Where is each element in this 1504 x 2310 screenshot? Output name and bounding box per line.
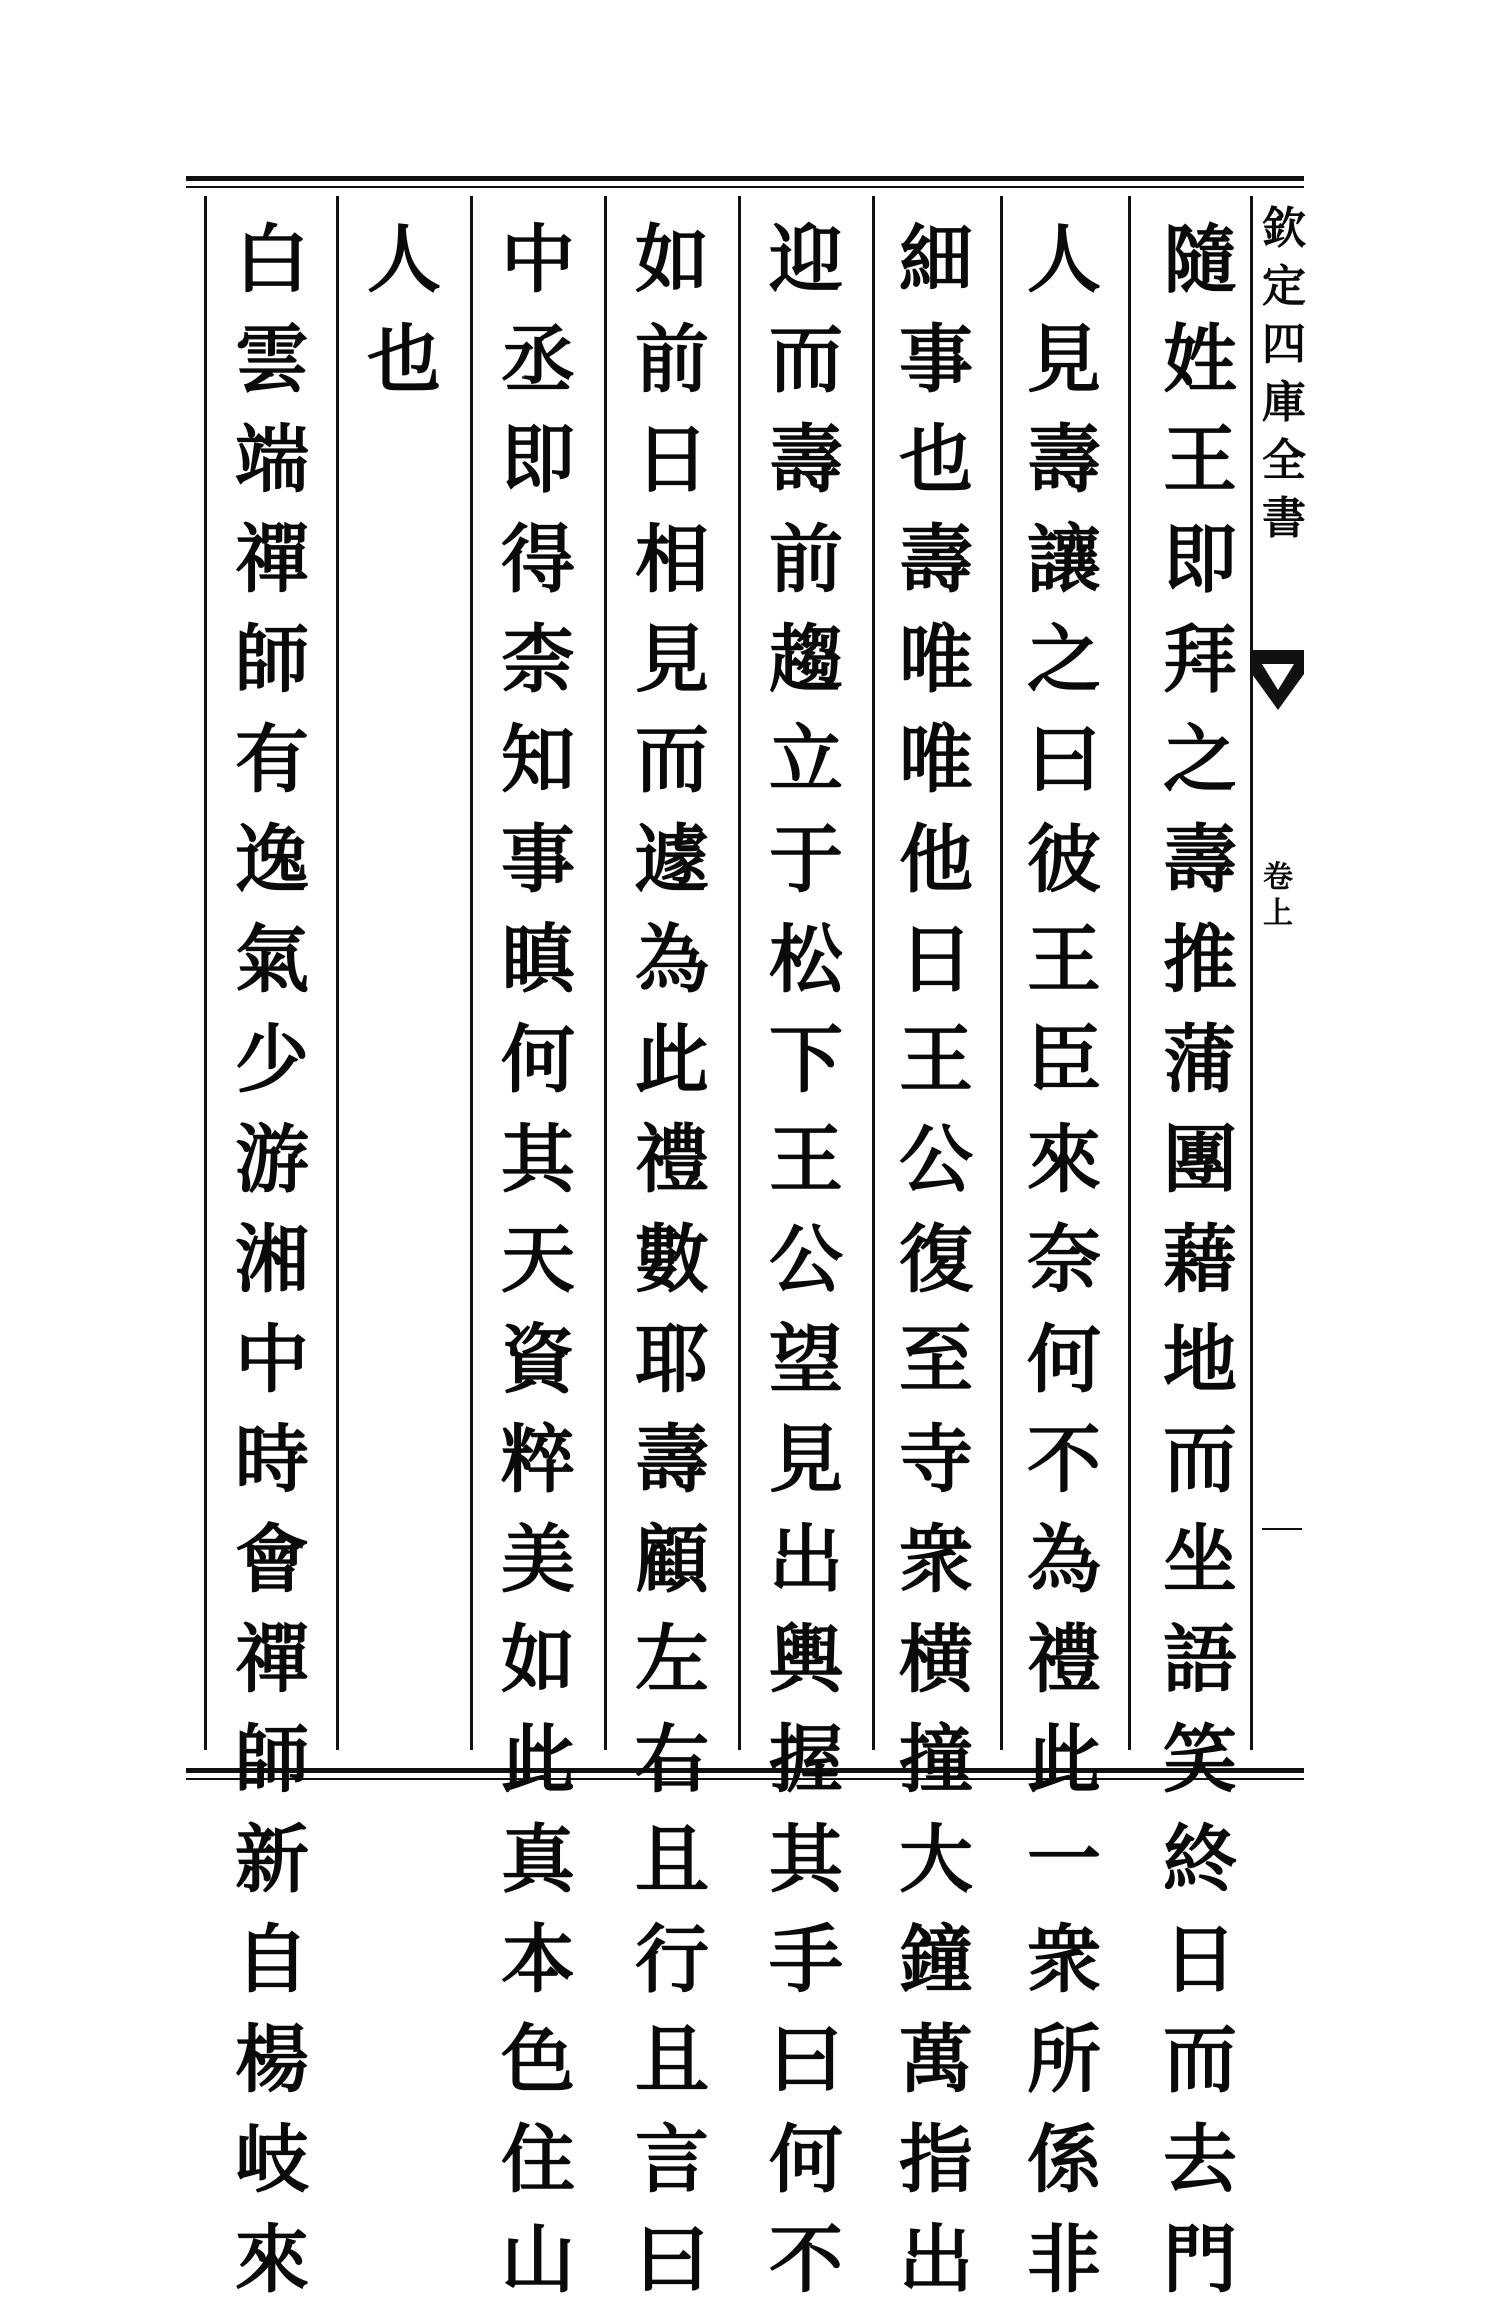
text-char: 此: [1027, 1717, 1101, 1803]
text-column: [488, 210, 588, 2310]
text-char: 且: [635, 1817, 709, 1903]
text-char: 姓: [1163, 317, 1237, 403]
text-char: 庫: [1262, 377, 1306, 428]
text-char: 數: [635, 1217, 709, 1303]
text-char: 松: [769, 917, 843, 1003]
text-char: 之: [1163, 717, 1237, 803]
text-char: 唯: [899, 617, 973, 703]
text-char: 天: [501, 1217, 575, 1303]
text-char: 如: [635, 217, 709, 303]
column-divider: [1250, 196, 1253, 1750]
text-char: 王: [899, 1017, 973, 1103]
text-char: 公: [769, 1217, 843, 1303]
text-char: 不: [769, 2217, 843, 2303]
text-char: 握: [769, 1717, 843, 1803]
text-char: 端: [235, 417, 309, 503]
text-char: 王: [769, 1117, 843, 1203]
frame-top-inner-rule: [186, 186, 1304, 188]
text-char: 來: [235, 2217, 309, 2303]
text-char: 何: [501, 1017, 575, 1103]
text-char: 笑: [1163, 1717, 1237, 1803]
text-char: 山: [501, 2217, 575, 2303]
text-char: 此: [635, 1017, 709, 1103]
text-char: 至: [899, 1317, 973, 1403]
text-char: 上: [1263, 896, 1293, 931]
column-divider: [872, 196, 875, 1750]
text-column: [222, 210, 322, 2310]
text-column: [354, 210, 454, 410]
text-char: 知: [501, 717, 575, 803]
frame-top-rule: [186, 176, 1304, 181]
text-char: 其: [769, 1817, 843, 1903]
text-char: 去: [1163, 2117, 1237, 2203]
text-char: 禪: [235, 1617, 309, 1703]
text-column: [886, 210, 986, 2310]
text-char: 且: [635, 2017, 709, 2103]
text-char: 見: [635, 617, 709, 703]
text-char: 為: [1027, 1517, 1101, 1603]
column-divider: [336, 196, 339, 1750]
text-char: 趨: [769, 617, 843, 703]
text-char: 出: [899, 2217, 973, 2303]
text-char: 顧: [635, 1517, 709, 1603]
column-divider: [1128, 196, 1131, 1750]
text-char: 白: [235, 217, 309, 303]
text-char: 藉: [1163, 1217, 1237, 1303]
text-char: 柰: [501, 617, 575, 703]
text-char: 衆: [1027, 1917, 1101, 2003]
text-char: 師: [235, 1717, 309, 1803]
text-char: 壽: [1027, 417, 1101, 503]
text-char: 于: [769, 817, 843, 903]
text-char: 隨: [1163, 217, 1237, 303]
text-char: 粹: [501, 1417, 575, 1503]
margin-tick: [1262, 1528, 1302, 1530]
text-char: 氣: [235, 917, 309, 1003]
text-char: 何: [769, 2117, 843, 2203]
text-char: 衆: [899, 1517, 973, 1603]
text-column: [1014, 210, 1114, 2310]
text-char: 四: [1262, 319, 1306, 370]
text-char: 終: [1163, 1817, 1237, 1903]
text-char: 下: [769, 1017, 843, 1103]
text-char: 時: [235, 1417, 309, 1503]
book-title-vertical: [1262, 200, 1306, 548]
juan-label-vertical: [1256, 860, 1300, 932]
column-divider: [1000, 196, 1003, 1750]
text-char: 游: [235, 1117, 309, 1203]
text-char: 立: [769, 717, 843, 803]
text-char: 壽: [1163, 817, 1237, 903]
text-char: 公: [899, 1117, 973, 1203]
text-char: 師: [235, 617, 309, 703]
text-char: 人: [367, 217, 441, 303]
text-char: 耶: [635, 1317, 709, 1403]
frame-bottom-rule: [186, 1768, 1304, 1773]
text-char: 禮: [635, 1117, 709, 1203]
text-char: 定: [1262, 261, 1306, 312]
text-char: 不: [1027, 1417, 1101, 1503]
text-char: 禪: [235, 517, 309, 603]
text-char: 鐘: [899, 1917, 973, 2003]
text-char: 來: [1027, 1117, 1101, 1203]
text-char: 壽: [899, 517, 973, 603]
text-char: 而: [1163, 1417, 1237, 1503]
text-char: 輿: [769, 1617, 843, 1703]
text-char: 門: [1163, 2217, 1237, 2303]
text-char: 蒲: [1163, 1017, 1237, 1103]
text-char: 得: [501, 517, 575, 603]
text-char: 日: [635, 417, 709, 503]
text-char: 人: [1027, 217, 1101, 303]
text-char: 湘: [235, 1217, 309, 1303]
text-char: 坐: [1163, 1517, 1237, 1603]
text-char: 雲: [235, 317, 309, 403]
text-char: 真: [501, 1817, 575, 1903]
text-char: 左: [635, 1617, 709, 1703]
text-char: 色: [501, 2017, 575, 2103]
text-char: 禮: [1027, 1617, 1101, 1703]
text-char: 事: [501, 817, 575, 903]
text-char: 言: [635, 2117, 709, 2203]
text-char: 大: [899, 1817, 973, 1903]
text-char: 非: [1027, 2217, 1101, 2303]
text-char: 地: [1163, 1317, 1237, 1403]
text-column: [1150, 210, 1250, 2310]
text-char: 事: [899, 317, 973, 403]
text-char: 日: [1163, 1917, 1237, 2003]
frame-left-rule: [204, 196, 207, 1750]
text-char: 係: [1027, 2117, 1101, 2203]
text-char: 即: [1163, 517, 1237, 603]
text-char: 住: [501, 2117, 575, 2203]
text-char: 手: [769, 1917, 843, 2003]
text-char: 所: [1027, 2017, 1101, 2103]
text-char: 日: [899, 917, 973, 1003]
text-char: 瞋: [501, 917, 575, 1003]
text-char: 逸: [235, 817, 309, 903]
text-char: 曰: [769, 2017, 843, 2103]
text-char: 前: [635, 317, 709, 403]
text-char: 推: [1163, 917, 1237, 1003]
text-char: 右: [635, 1717, 709, 1803]
text-char: 岐: [235, 2117, 309, 2203]
column-divider: [738, 196, 741, 1750]
text-char: 奈: [1027, 1217, 1101, 1303]
text-char: 而: [1163, 2017, 1237, 2103]
text-char: 而: [769, 317, 843, 403]
text-char: 少: [235, 1017, 309, 1103]
text-char: 細: [899, 217, 973, 303]
text-char: 新: [235, 1817, 309, 1903]
text-char: 一: [1027, 1817, 1101, 1903]
text-char: 中: [501, 217, 575, 303]
text-char: 壽: [769, 417, 843, 503]
text-char: 壽: [635, 1417, 709, 1503]
text-char: 横: [899, 1617, 973, 1703]
text-char: 卷: [1263, 860, 1293, 895]
text-char: 見: [769, 1417, 843, 1503]
text-char: 何: [1027, 1317, 1101, 1403]
text-char: 而: [635, 717, 709, 803]
text-char: 此: [501, 1717, 575, 1803]
text-char: 曰: [1027, 717, 1101, 803]
text-char: 王: [1027, 917, 1101, 1003]
text-char: 有: [235, 717, 309, 803]
text-char: 他: [899, 817, 973, 903]
text-char: 彼: [1027, 817, 1101, 903]
text-char: 丞: [501, 317, 575, 403]
text-char: 指: [899, 2117, 973, 2203]
text-char: 語: [1163, 1617, 1237, 1703]
text-char: 為: [635, 917, 709, 1003]
text-char: 撞: [899, 1717, 973, 1803]
text-char: 資: [501, 1317, 575, 1403]
text-char: 出: [769, 1517, 843, 1603]
text-char: 寺: [899, 1417, 973, 1503]
text-char: 欽: [1262, 203, 1306, 254]
text-char: 自: [235, 1917, 309, 2003]
text-char: 中: [235, 1317, 309, 1403]
text-char: 其: [501, 1117, 575, 1203]
column-divider: [604, 196, 607, 1750]
text-char: 迎: [769, 217, 843, 303]
text-char: 書: [1262, 493, 1306, 544]
text-char: 復: [899, 1217, 973, 1303]
text-char: 會: [235, 1517, 309, 1603]
text-char: 唯: [899, 717, 973, 803]
text-char: 之: [1027, 617, 1101, 703]
text-char: 見: [1027, 317, 1101, 403]
text-column: [622, 210, 722, 2310]
text-char: 萬: [899, 2017, 973, 2103]
text-char: 望: [769, 1317, 843, 1403]
frame-bottom-inner-rule: [186, 1778, 1304, 1780]
text-char: 行: [635, 1917, 709, 2003]
text-char: 前: [769, 517, 843, 603]
text-char: 如: [501, 1617, 575, 1703]
text-char: 也: [899, 417, 973, 503]
text-char: 曰: [635, 2217, 709, 2303]
text-char: 楊: [235, 2017, 309, 2103]
text-char: 全: [1262, 435, 1306, 486]
column-divider: [470, 196, 473, 1750]
text-char: 讓: [1027, 517, 1101, 603]
fish-tail-mark: [1252, 650, 1304, 710]
text-char: 臣: [1027, 1017, 1101, 1103]
text-column: [756, 210, 856, 2310]
text-char: 美: [501, 1517, 575, 1603]
text-char: 即: [501, 417, 575, 503]
text-char: 王: [1163, 417, 1237, 503]
text-char: 也: [367, 317, 441, 403]
text-char: 本: [501, 1917, 575, 2003]
text-char: 團: [1163, 1117, 1237, 1203]
text-char: 拜: [1163, 617, 1237, 703]
text-char: 遽: [635, 817, 709, 903]
text-char: 相: [635, 517, 709, 603]
